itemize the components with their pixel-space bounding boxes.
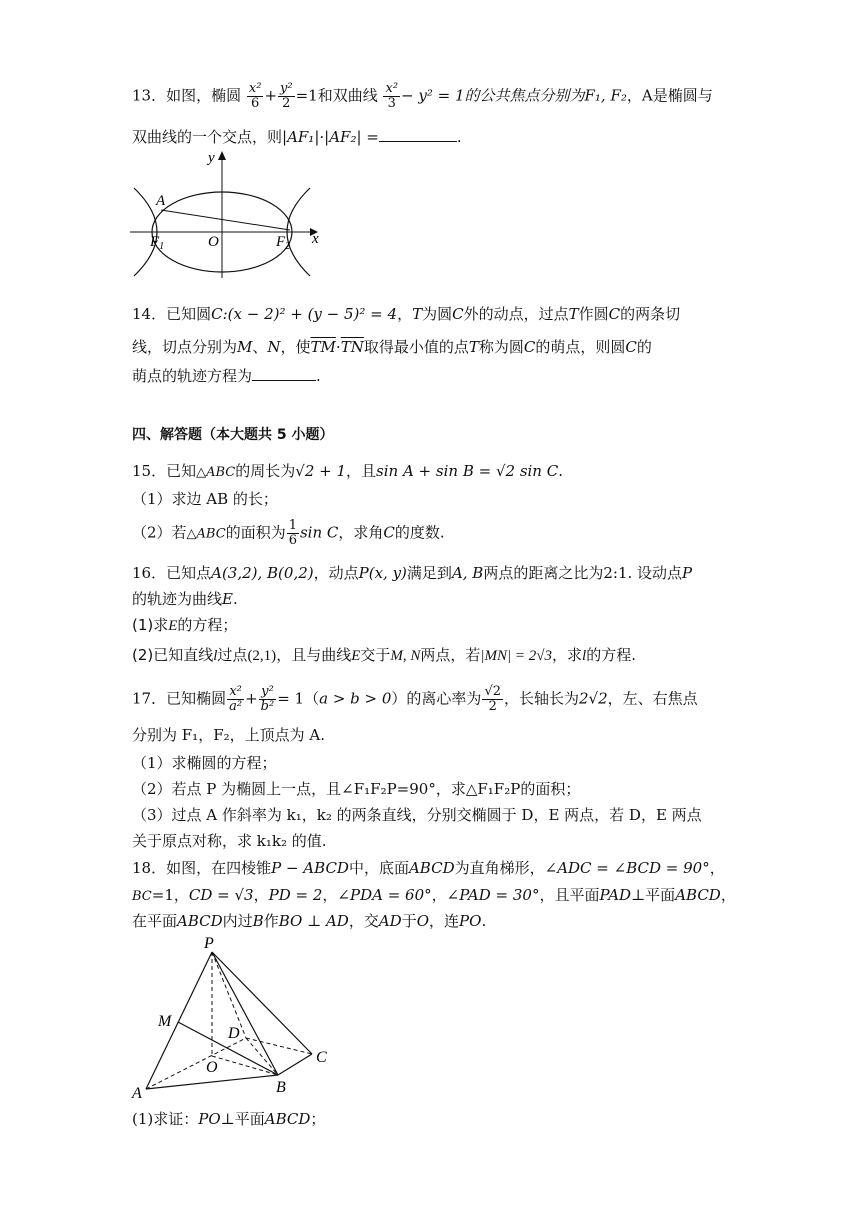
label-A: A [132,1085,142,1102]
segment-af2 [161,210,290,230]
q17-line2: 分别为 F₁，F₂，上顶点为 A. [132,726,325,744]
figure-pyramid [128,934,338,1104]
edge-pb [212,952,278,1075]
label-F1: $F_1$ [150,234,165,252]
segment-ob [212,1056,278,1075]
fraction: $\frac{\text{x²}}{6}$ [248,81,262,111]
label-O: O [206,1059,218,1076]
q16-line1: 16．已知点A(3,2), B(0,2)，动点P(x, y)满足到A, B两点的距离之比为2:1. 设动点P [132,564,693,582]
label-P: P [204,935,214,952]
edge-dc [246,1038,312,1054]
answer-blank [252,364,316,381]
edge-pc [212,952,312,1054]
fraction: $\frac{\text{y²}}{\text{b²}}$ [260,684,275,714]
q14-line1: 14．已知圆C:(x − 2)² + (y − 5)² = 4，T为圆C外的动点，过点T作圆C的两条切 [132,305,681,323]
label-D: D [228,1025,240,1042]
fraction: $\frac{\text{x²}}{3}$ [385,81,399,111]
edge-pa [146,952,212,1089]
label-F2: $F_2$ [276,234,291,252]
q15-line3: （2）若△ABC的面积为 $\frac{1}{6}$ sin C，求角C的度数. [132,518,445,548]
answer-blank [379,125,457,142]
q17-line4: （2）若点 P 为椭圆上一点，且∠F₁F₂P=90°，求△F₁F₂P的面积； [132,780,581,798]
section-heading: 四、解答题（本大题共 5 小题） [132,427,334,443]
fraction: $\frac{\text{y²}}{2}$ [280,81,293,111]
q13-line2: 双曲线的一个交点，则|AF₁|·|AF₂| = . [132,125,462,148]
label-O: O [208,234,219,250]
q17-line1: 17．已知椭圆 $\frac{\text{x²}}{\text{a²}}$ + $\frac{\text{y²}}{\text{b²}}$ = 1（a > b > 0）的离心率为 $\frac{√2}{2}$ ，长轴长为2√2，左、右焦点 [132,684,698,714]
q14-line3: 萌点的轨迹方程为 . [132,364,321,387]
figure-ellipse-hyperbola [128,148,328,280]
edge-bc [278,1054,312,1075]
fraction: $\frac{√2}{2}$ [484,684,501,714]
y-axis-arrow [218,151,226,160]
q18-line1: 18．如图，在四棱锥P − ABCD中，底面ABCD为直角梯形，∠ADC = ∠BCD = 90°， [132,859,725,877]
label-y: y [208,150,215,166]
q13-line1: 13．如图，椭圆 $\frac{\text{x²}}{6}$ + $\frac{\text{y²}}{2}$ =1和双曲线 $\frac{\text{x²}}{3}$ − y² = 1的公共焦点分别为F₁, F₂，A是椭圆与 [132,81,713,111]
label-M: M [158,1013,172,1030]
segment-db [246,1038,278,1075]
q17-line5: （3）过点 A 作斜率为 k₁，k₂ 的两条直线，分别交椭圆于 D，E 两点，若 D，E 两点 [132,806,702,824]
q18-line2: BC=1，CD = √3，PD = 2，∠PDA = 60°，∠PAD = 30°，且平面PAD⊥平面ABCD， [132,886,736,904]
label-C: C [316,1049,327,1066]
q15-line1: 15．已知△ABC的周长为√2 + 1，且sin A + sin B = √2 sin C. [132,462,563,480]
label-x: x [312,231,319,247]
edge-ad [146,1038,246,1089]
fraction: $\frac{1}{6}$ [288,518,297,548]
label-B: B [276,1079,286,1096]
q18-part1: (1)求证：PO⊥平面ABCD； [132,1110,326,1128]
q17-line6: 关于原点对称，求 k₁k₂ 的值. [132,832,327,850]
q17-line3: （1）求椭圆的方程； [132,754,277,772]
q16-line2: 的轨迹为曲线E. [132,590,238,608]
q15-line2: （1）求边 AB 的长； [132,490,278,508]
edge-ab [146,1075,278,1089]
q16-line4: (2)已知直线l过点(2,1)，且与曲线E交于M, N两点，若|MN| = 2√3，求l的方程. [132,646,636,664]
q14-line2: 线，切点分别为M、N，使$\overline{TM}\cdot\overline{TN}$取得最小值的点T称为圆C的萌点，则圆C的 [132,338,652,356]
label-A: A [156,193,166,209]
q16-line3: (1)求E的方程； [132,616,238,634]
fraction: $\frac{\text{x²}}{\text{a²}}$ [229,684,243,714]
q18-line3: 在平面ABCD内过B作BO ⊥ AD，交AD于O，连PO. [132,912,487,930]
